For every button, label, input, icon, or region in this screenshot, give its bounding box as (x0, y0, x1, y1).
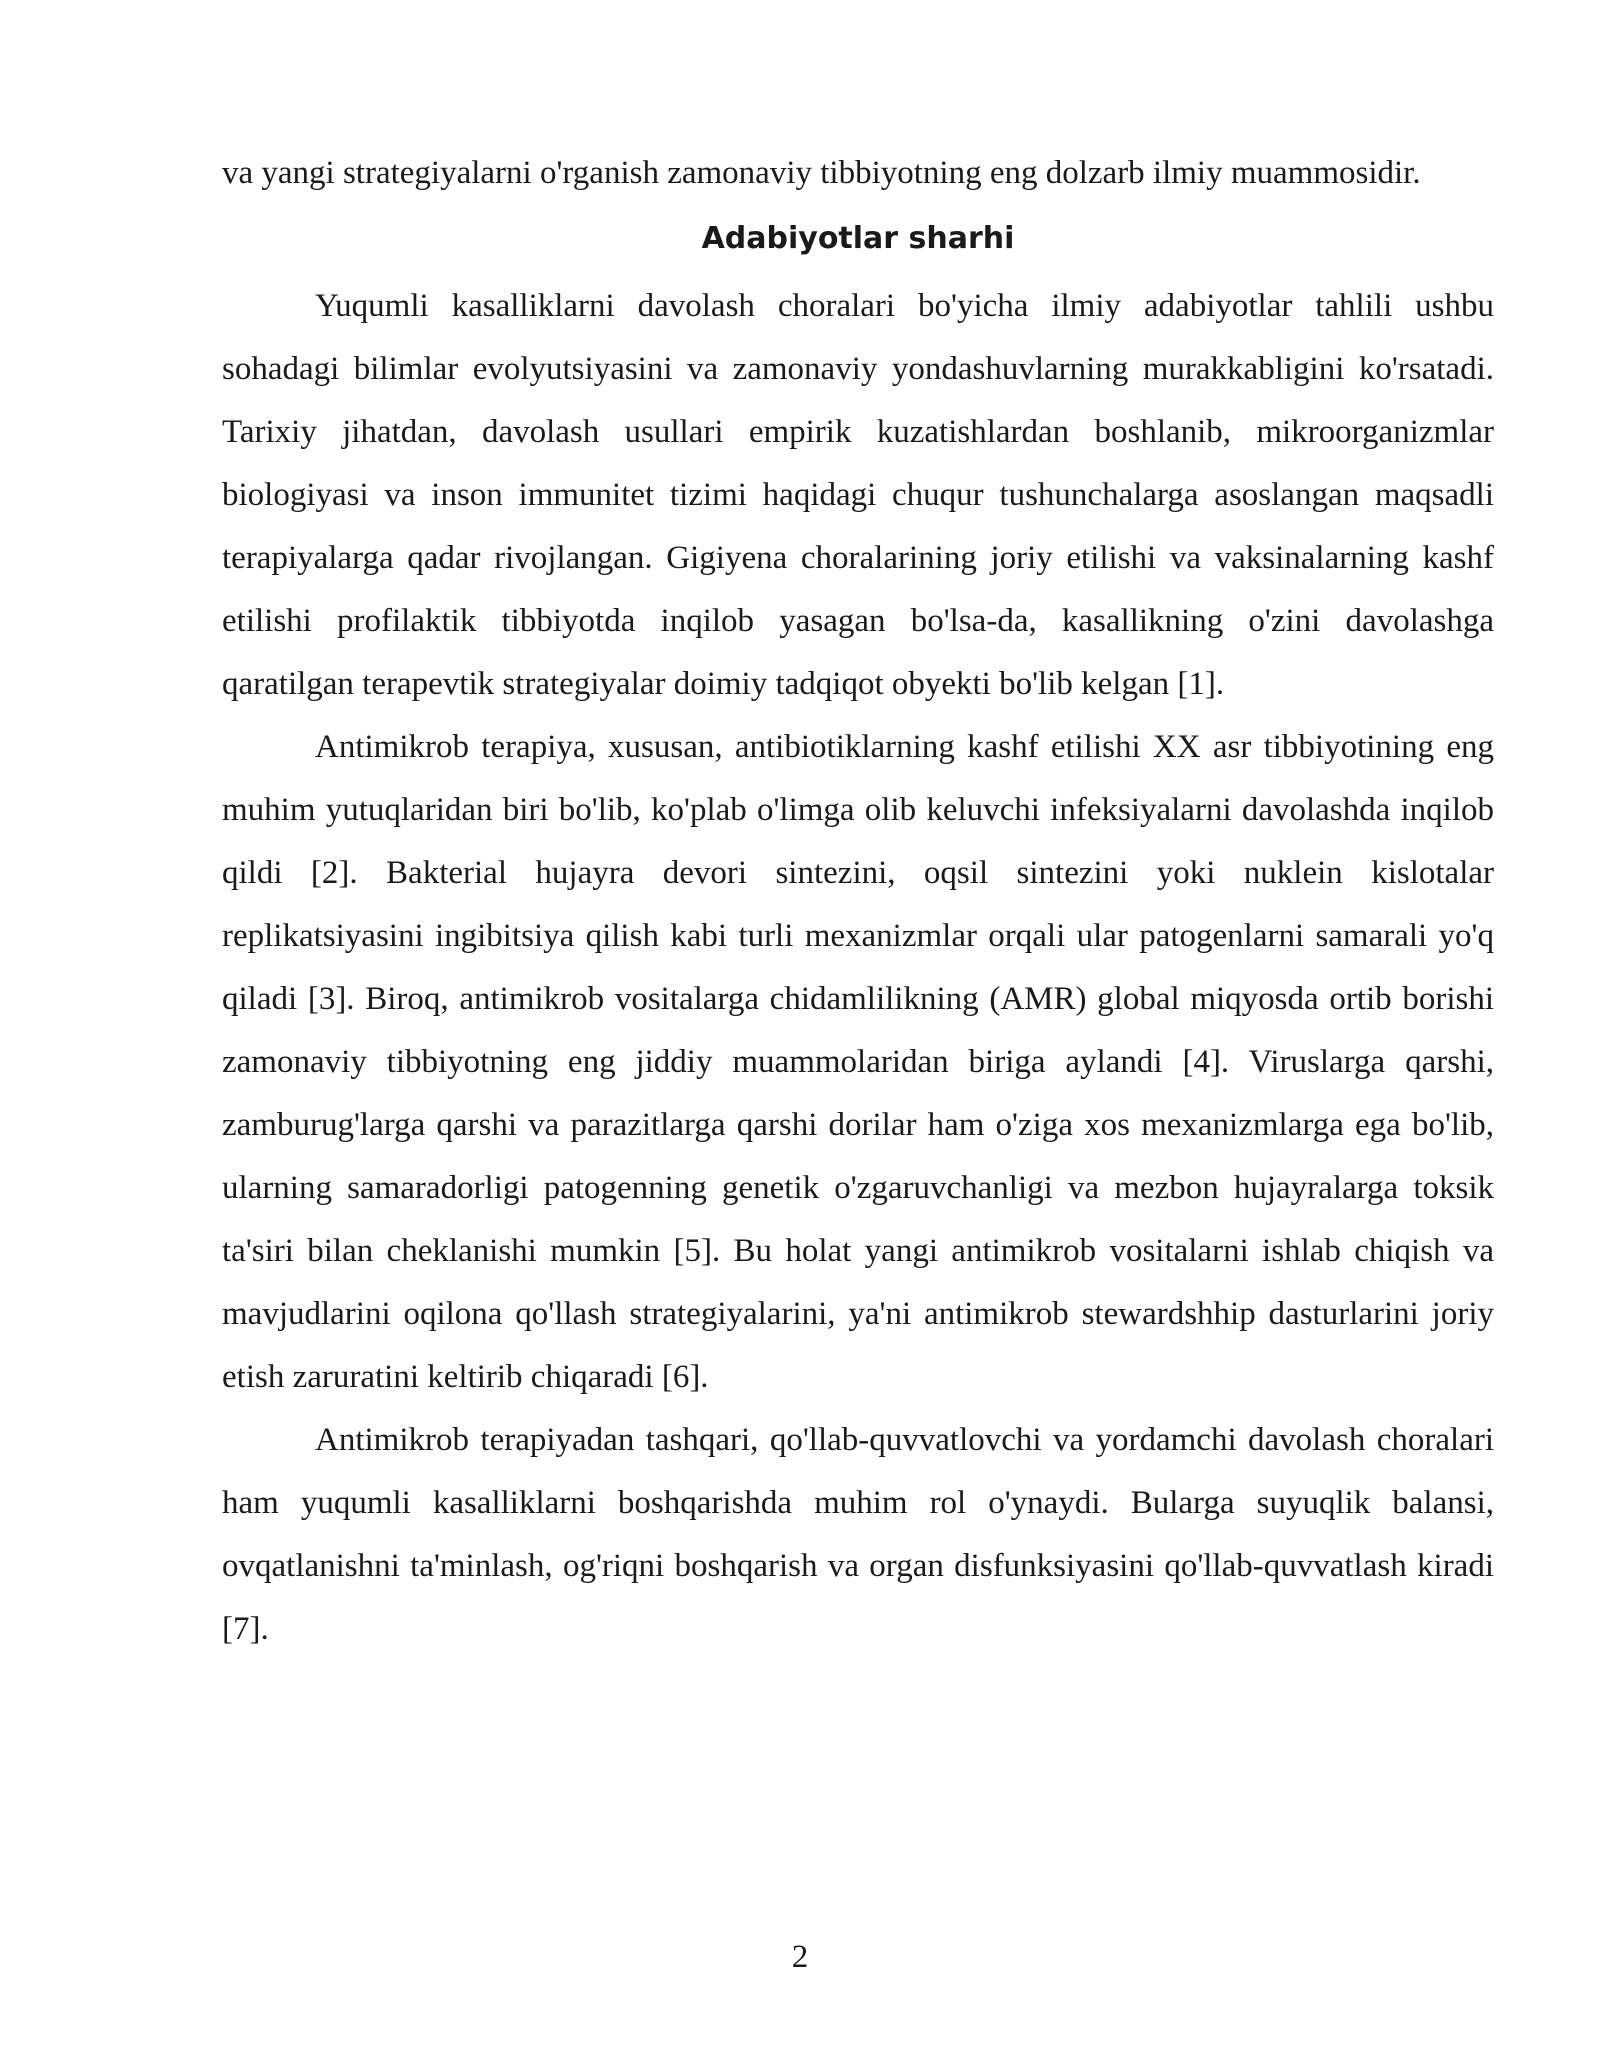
document-page (222, 142, 1494, 1661)
paragraph-literature-overview: Yuqumli kasalliklarni davolash choralari bo'yicha ilmiy adabiyotlar tahlili ushbu sohadagi bilimlar evolyutsiyasini va zamonaviy yondashuvlarning murakkabligini ko'rsatadi. Tarixiy jihatdan, davolash usullari empirik kuzatishlardan boshlanib, mikroorganizmlar biologiyasi va inson immunitet tizimi haqidagi chuqur tushunchalarga asoslangan maqsadli terapiyalarga qadar rivojlangan. Gigiyena choralarining joriy etilishi va vaksinalarning kashf etilishi profilaktik tibbiyotda inqilob yasagan bo'lsa-da, kasallikning o'zini davolashga qaratilgan terapevtik strategiyalar doimiy tadqiqot obyekti bo'lib kelgan [1]. (222, 288, 1494, 702)
page-number: 2 (791, 1939, 809, 1975)
paragraph-continuation: va yangi strategiyalarni o'rganish zamonaviy tibbiyotning eng dolzarb ilmiy muammosidir. (222, 155, 1421, 191)
paragraph-supportive-care: Antimikrob terapiyadan tashqari, qo'llab-quvvatlovchi va yordamchi davolash choralari ham yuqumli kasalliklarni boshqarishda muhim rol o'ynaydi. Bularga suyuqlik balansi, ovqatlanishni ta'minlash, og'riqni boshqarish va organ disfunksiyasini qo'llab-quvvatlash kiradi [7]. (222, 1422, 1494, 1647)
paragraph-antimicrobial-therapy: Antimikrob terapiya, xususan, antibiotiklarning kashf etilishi XX asr tibbiyotining eng muhim yutuqlaridan biri bo'lib, ko'plab o'limga olib keluvchi infeksiyalarni davolashda inqilob qildi [2]. Bakterial hujayra devori sintezini, oqsil sintezini yoki nuklein kislotalar replikatsiyasini ingibitsiya qilish kabi turli mexanizmlar orqali ular patogenlarni samarali yo'q qiladi [3]. Biroq, antimikrob vositalarga chidamlilikning (AMR) global miqyosda ortib borishi zamonaviy tibbiyotning eng jiddiy muammolaridan biriga aylandi [4]. Viruslarga qarshi, zamburug'larga qarshi va parazitlarga qarshi dorilar ham o'ziga xos mexanizmlarga ega bo'lib, ularning samaradorligi patogenning genetik o'zgaruvchanligi va mezbon hujayralarga toksik ta'siri bilan cheklanishi mumkin [5]. Bu holat yangi antimikrob vositalarni ishlab chiqish va mavjudlarini oqilona qo'llash strategiyalarini, ya'ni antimikrob stewardshhip dasturlarini joriy etish zaruratini keltirib chiqaradi [6]. (222, 729, 1494, 1395)
section-heading: Adabiyotlar sharhi (701, 221, 1015, 256)
